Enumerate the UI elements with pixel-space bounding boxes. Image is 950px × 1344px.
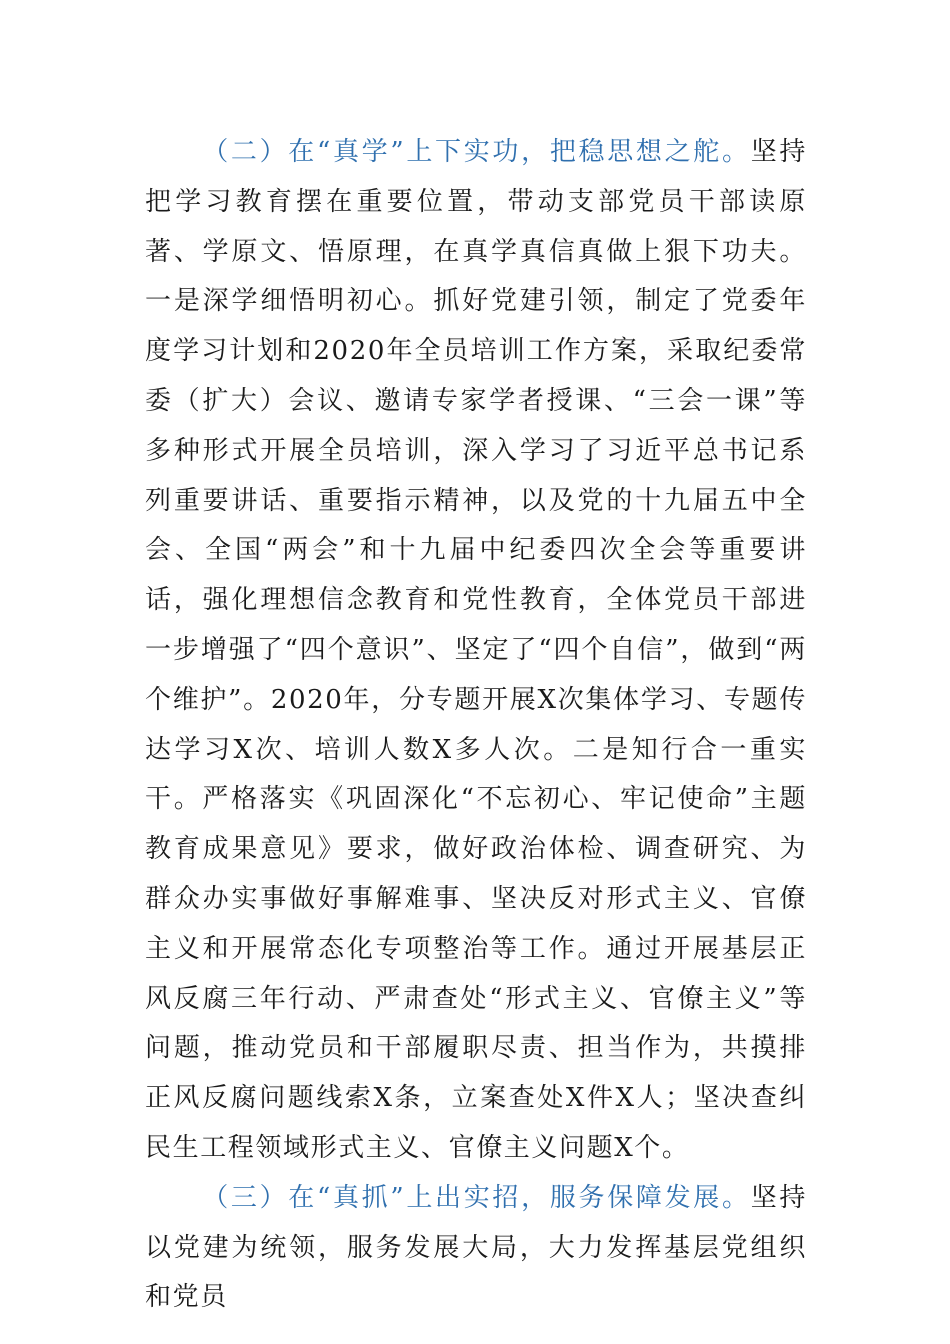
section-3-body: 坚持以党建为统领，服务发展大局，大力发挥基层党组织和党员 xyxy=(145,1182,807,1313)
section-2-body: 坚持把学习教育摆在重要位置，带动支部党员干部读原著、学原文、悟原理，在真学真信真做上狠下功夫。一是深学细悟明初心。抓好党建引领，制定了党委年度学习计划和2020年全员培训工作方案，采取纪委常委（扩大）会议、邀请专家学者授课、“三会一课”等多种形式开展全员培训，深入学习了习近平总书记系列重要讲话、重要指示精神，以及党的十九届五中全会、全国“两会”和十九届中纪委四次全会等重要讲话，强化理想信念教育和党性教育，全体党员干部进一步增强了“四个意识”、坚定了“四个自信”，做到“两个维护”。2020年，分专题开展X次集体学习、专题传达学习X次、培训人数X多人次。二是知行合一重实干。严格落实《巩固深化“不忘初心、牢记使命”主题教育成果意见》要求，做好政治体检、调查研究、为群众办实事做好事解难事、坚决反对形式主义、官僚主义和开展常态化专项整治等工作。通过开展基层正风反腐三年行动、严肃查处“形式主义、官僚主义”等问题，推动党员和干部履职尽责、担当作为，共摸排正风反腐问题线索X条，立案查处X件X人；坚决查纠民生工程领域形式主义、官僚主义问题X个。 xyxy=(145,137,808,1163)
paragraph-section-3 xyxy=(145,1174,807,1323)
document-page xyxy=(145,128,807,1323)
section-3-heading: （三）在“真抓”上出实招，服务保障发展。 xyxy=(202,1182,751,1213)
paragraph-section-2 xyxy=(145,128,807,1174)
section-2-heading: （二）在“真学”上下实功，把稳思想之舵。 xyxy=(202,137,751,167)
